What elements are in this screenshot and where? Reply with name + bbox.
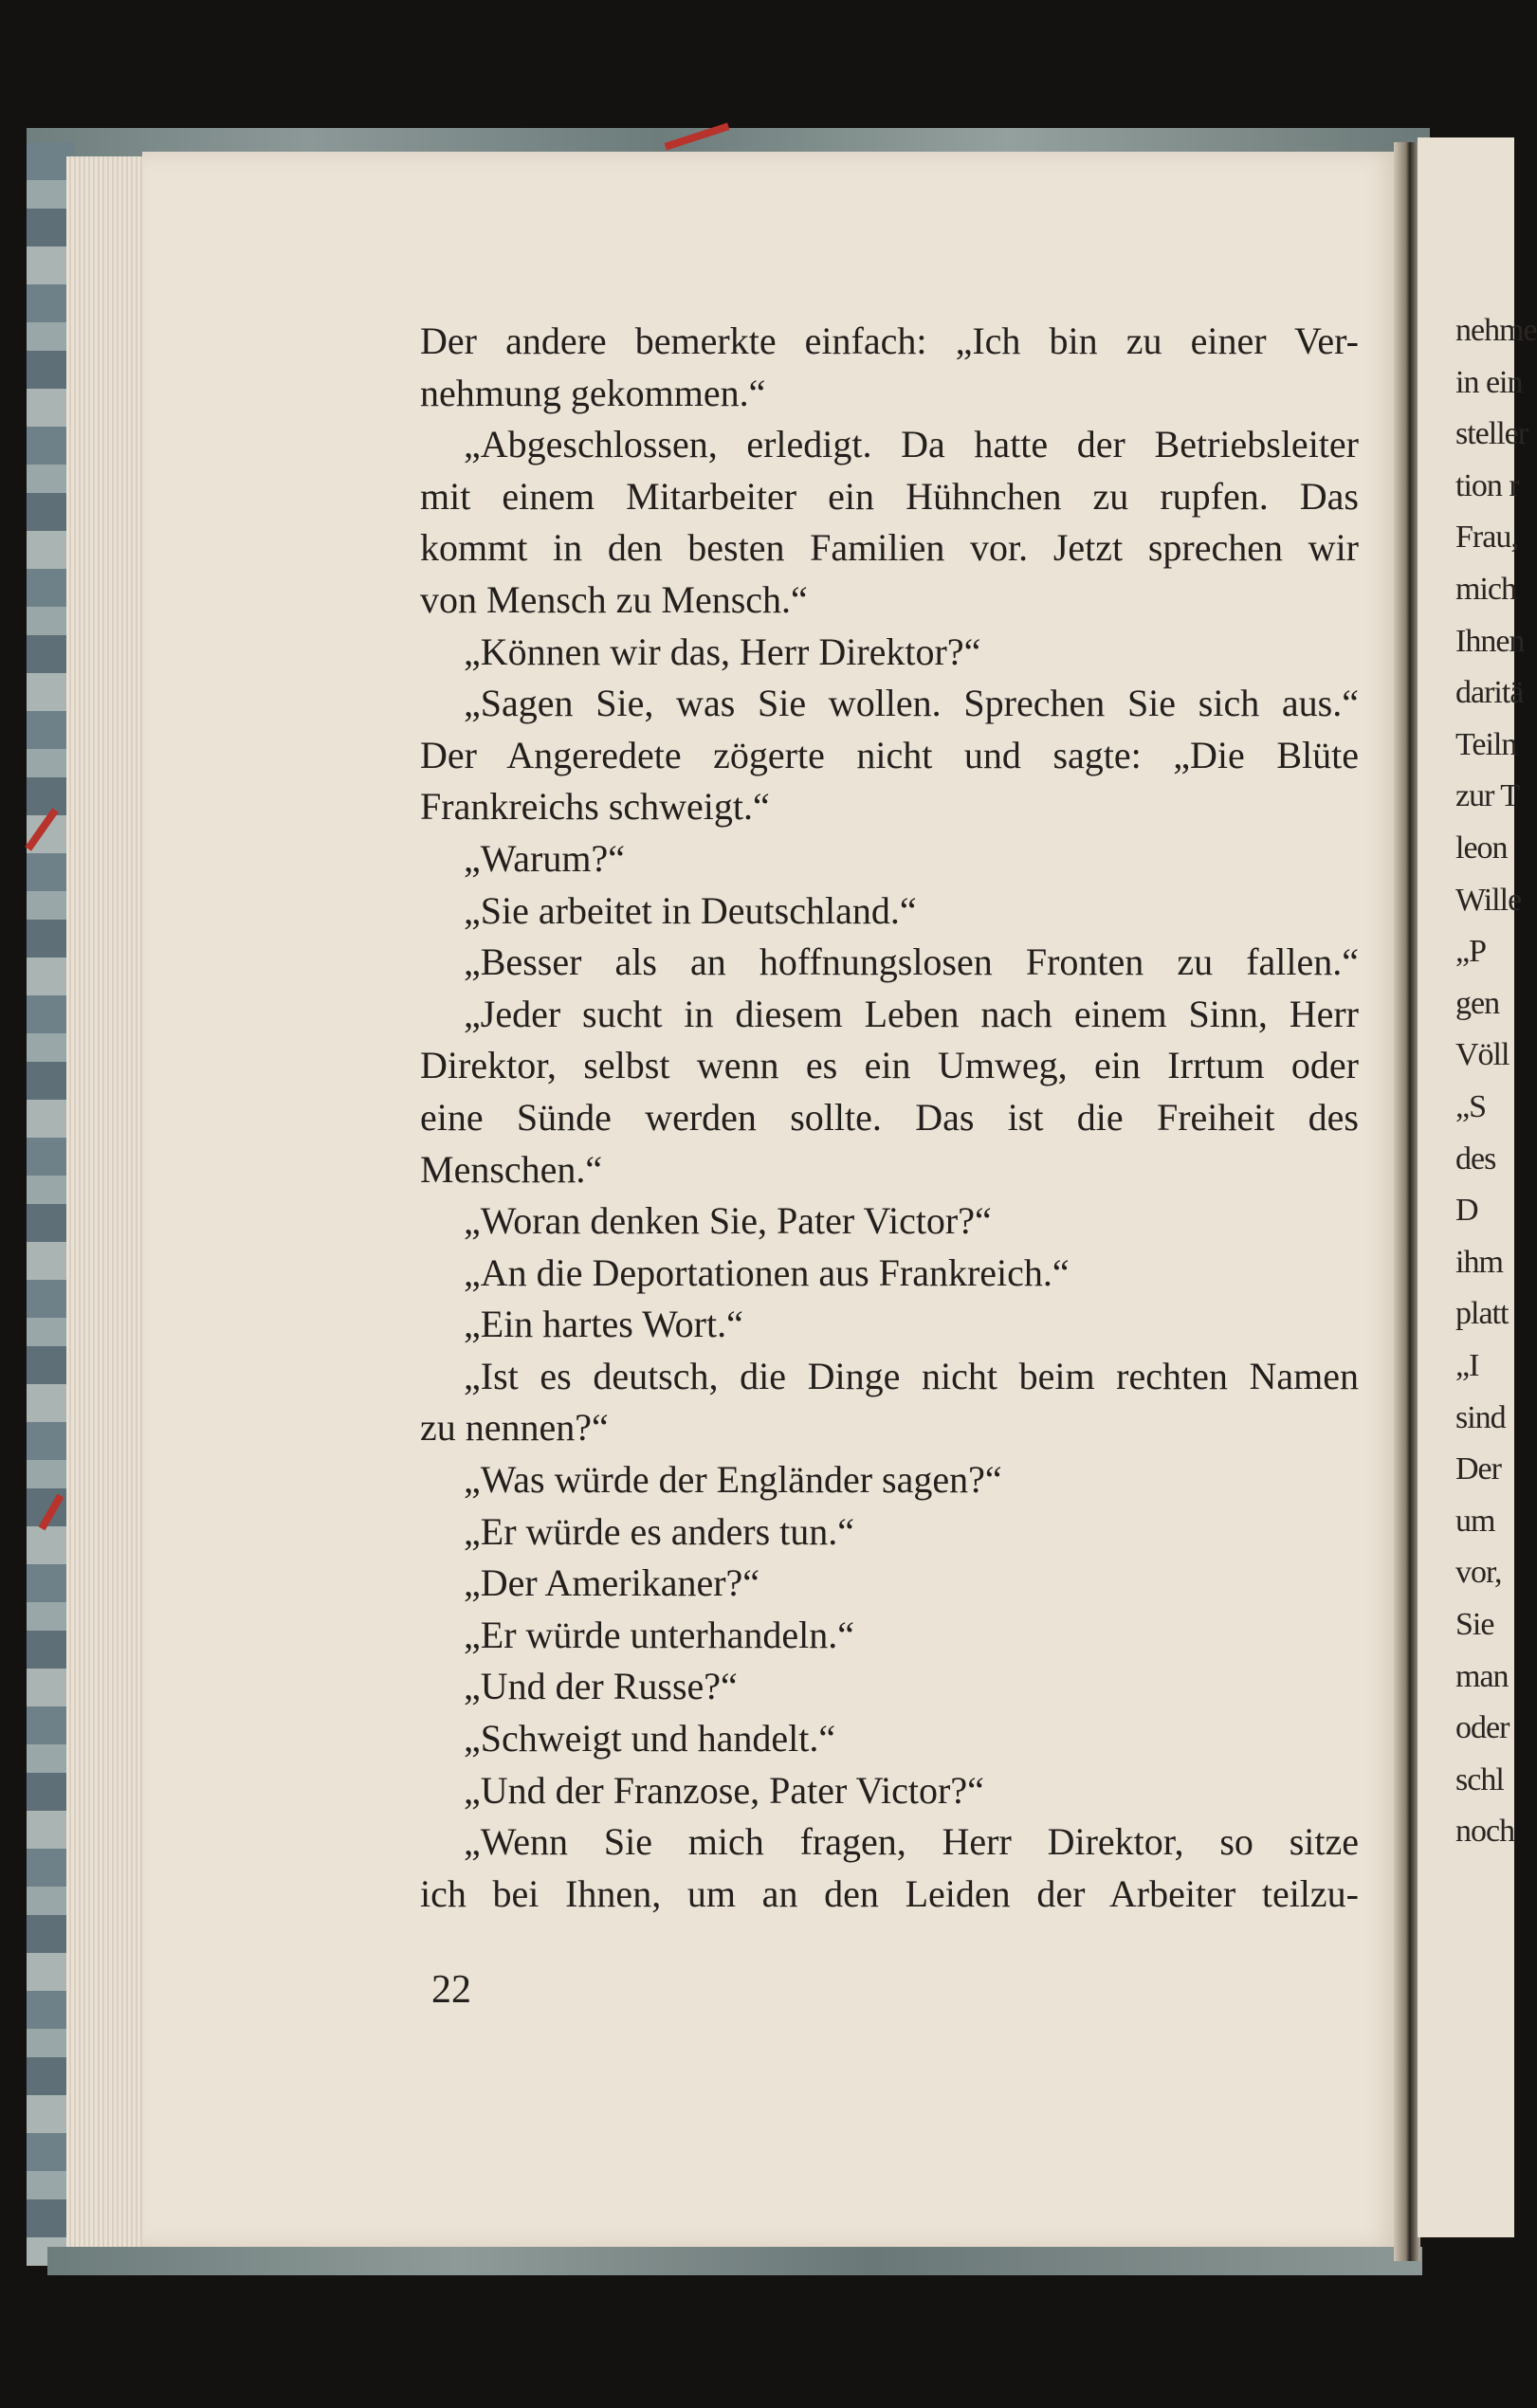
facing-page-line: des [1455, 1140, 1496, 1177]
facing-page-line: Ihnen [1455, 623, 1525, 659]
book-gutter [1394, 142, 1420, 2261]
text-line: nehmung gekommen.“ [420, 371, 766, 414]
text-line: eine Sünde werden sollte. Das ist die Freiheit des [420, 1095, 1359, 1139]
facing-page-line: steller [1455, 416, 1528, 452]
facing-page-line: Wille [1455, 882, 1522, 918]
text-line: zu nennen?“ [420, 1406, 609, 1450]
facing-page-line: um [1455, 1503, 1495, 1539]
page-number: 22 [431, 1968, 471, 2012]
facing-page-line: tion r [1455, 467, 1519, 503]
text-line: „Er würde unterhandeln.“ [464, 1613, 855, 1656]
facing-page-line: Teiln [1455, 726, 1517, 762]
text-line: „Ein hartes Wort.“ [464, 1303, 743, 1346]
facing-page-line: mich [1455, 572, 1516, 607]
facing-page-line: schl [1455, 1761, 1504, 1797]
facing-page-line: D [1455, 1193, 1478, 1229]
facing-page-line: daritä [1455, 675, 1524, 711]
facing-page-line: Frau, [1455, 520, 1518, 556]
facing-page-fragment [1418, 137, 1537, 2237]
text-line: „Können wir das, Herr Direktor?“ [464, 629, 981, 673]
text-line: Der Angeredete zögerte nicht und sagte: „Die Blüte [420, 733, 1359, 776]
facing-page-line: platt [1455, 1296, 1509, 1332]
facing-page-line: in ein [1455, 364, 1523, 400]
text-line: „Besser als an hoffnungslosen Fronten zu fallen.“ [464, 940, 1359, 984]
text-line: „Und der Franzose, Pater Victor?“ [464, 1768, 984, 1812]
facing-page-line: noch [1455, 1814, 1515, 1850]
facing-page-line: gen [1455, 985, 1500, 1021]
facing-page-line: vor, [1455, 1555, 1502, 1591]
text-line: „Er würde es anders tun.“ [464, 1509, 855, 1553]
facing-page-line: Der [1455, 1451, 1501, 1487]
text-line: „Woran denken Sie, Pater Victor?“ [464, 1199, 992, 1243]
facing-page-line: zur T [1455, 778, 1520, 814]
facing-page-line: „S [1455, 1089, 1486, 1124]
text-line: Frankreichs schweigt.“ [420, 785, 770, 829]
facing-page-line: Sie [1455, 1607, 1494, 1642]
facing-page-line: „I [1455, 1348, 1479, 1383]
text-line: Menschen.“ [420, 1147, 603, 1191]
text-line: „Sagen Sie, was Sie wollen. Sprechen Sie sich aus.“ [464, 682, 1359, 725]
facing-page-line: man [1455, 1658, 1509, 1694]
text-line: ich bei Ihnen, um an den Leiden der Arbeiter teilzu- [420, 1871, 1359, 1915]
book-cover-bottom-edge [47, 2247, 1422, 2275]
facing-page-line: oder [1455, 1710, 1510, 1746]
text-line: „Der Amerikaner?“ [464, 1561, 760, 1605]
text-line: Der andere bemerkte einfach: „Ich bin zu einer Ver- [420, 319, 1359, 362]
facing-page-line: Völl [1455, 1037, 1510, 1073]
facing-page-line: ihm [1455, 1244, 1503, 1280]
text-line: mit einem Mitarbeiter ein Hühnchen zu rupfen. Das [420, 474, 1359, 518]
text-line: „Sie arbeitet in Deutschland.“ [464, 888, 917, 932]
text-line: „An die Deportationen aus Frankreich.“ [464, 1250, 1070, 1294]
text-line: „Und der Russe?“ [464, 1665, 738, 1708]
facing-page-line: nehme [1455, 313, 1537, 348]
text-line: „Abgeschlossen, erledigt. Da hatte der Betriebsleiter [464, 423, 1359, 466]
text-line: „Was würde der Engländer sagen?“ [464, 1458, 1002, 1502]
text-line: „Warum?“ [464, 836, 625, 880]
text-line: „Schweigt und handelt.“ [464, 1717, 836, 1760]
text-line: „Ist es deutsch, die Dinge nicht beim rechten Namen [464, 1354, 1359, 1397]
text-line: „Jeder sucht in diesem Leben nach einem Sinn, Herr [464, 992, 1359, 1035]
page-body-text [420, 316, 1359, 1920]
text-line: Direktor, selbst wenn es ein Umweg, ein Irrtum oder [420, 1044, 1359, 1087]
facing-page-line: leon [1455, 830, 1508, 866]
text-line: „Wenn Sie mich fragen, Herr Direktor, so sitze [464, 1820, 1359, 1864]
facing-page-line: sind [1455, 1399, 1506, 1435]
text-line: kommt in den besten Familien vor. Jetzt sprechen wir [420, 526, 1359, 570]
text-line: von Mensch zu Mensch.“ [420, 577, 808, 621]
facing-page-line: „P [1455, 934, 1486, 970]
